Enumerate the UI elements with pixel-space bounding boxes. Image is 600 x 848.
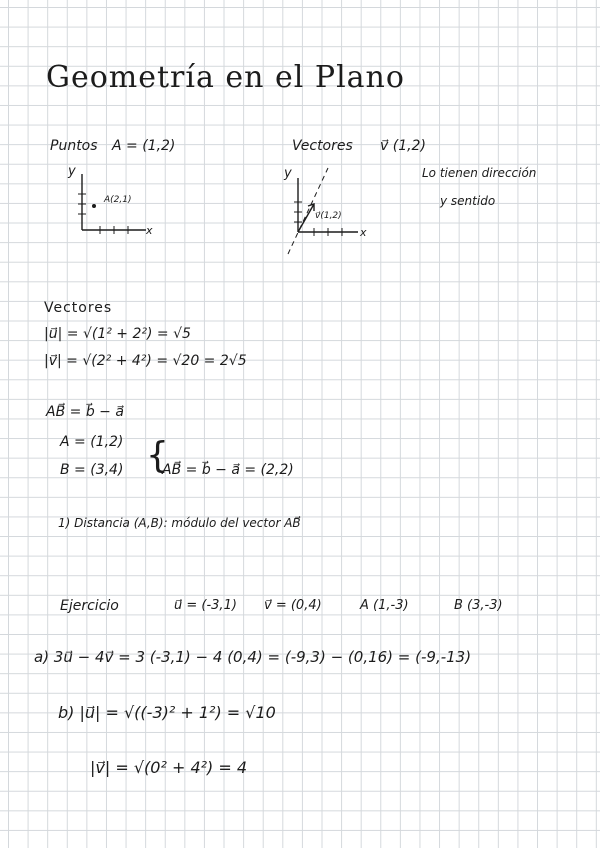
- vector-v-arrow: [298, 204, 314, 232]
- exercise-b-line: b) |u⃗| = √((-3)² + 1²) = √10: [58, 703, 276, 722]
- note-line-2: y sentido: [440, 194, 496, 208]
- point-b-def: B = (3,4): [60, 462, 124, 478]
- ejercicio-point-b: B (3,-3): [454, 598, 503, 613]
- ejercicio-point-a: A (1,-3): [360, 598, 409, 613]
- point-a-def: A = (1,2): [60, 434, 124, 450]
- vector-v-label: v⃗(1,2): [315, 211, 342, 221]
- vectores-axis-y: y: [284, 166, 292, 181]
- ab-def: AB⃗ = b⃗ − a⃗: [46, 404, 124, 420]
- note-line-1: Lo tienen dirección: [422, 166, 537, 180]
- vectores-axis-x: x: [360, 226, 367, 239]
- vectores-label: Vectores: [292, 138, 353, 154]
- page-title: Geometría en el Plano: [46, 60, 405, 95]
- ejercicio-v: v⃗ = (0,4): [264, 598, 322, 613]
- modulo-line-1: |u⃗| = √(1² + 2²) = √5: [44, 326, 191, 342]
- puntos-label: Puntos: [50, 138, 98, 154]
- puntos-axis-x: x: [146, 224, 153, 237]
- exercise-c-line: |v⃗| = √(0² + 4²) = 4: [90, 758, 248, 777]
- ab-result: AB⃗ = b⃗ − a⃗ = (2,2): [162, 462, 294, 478]
- point-a-label: A(2,1): [104, 195, 132, 205]
- ejercicio-u: u⃗ = (-3,1): [174, 598, 237, 613]
- ab-item-1: 1) Distancia (A,B): módulo del vector AB⃗: [58, 516, 301, 530]
- puntos-axis-y: y: [68, 164, 76, 179]
- modulo-heading: Vectores: [44, 300, 113, 316]
- vectores-def: v⃗ (1,2): [380, 138, 426, 154]
- exercise-a-line: a) 3u⃗ − 4v⃗ = 3 (-3,1) − 4 (0,4) = (-9,3) − (0,16) = (-9,-13): [34, 648, 472, 666]
- point-a-marker: [92, 204, 96, 208]
- modulo-line-2: |v⃗| = √(2² + 4²) = √20 = 2√5: [44, 353, 247, 369]
- system-brace: {: [146, 435, 169, 476]
- puntos-def: A = (1,2): [112, 138, 176, 154]
- ejercicio-label: Ejercicio: [60, 598, 119, 614]
